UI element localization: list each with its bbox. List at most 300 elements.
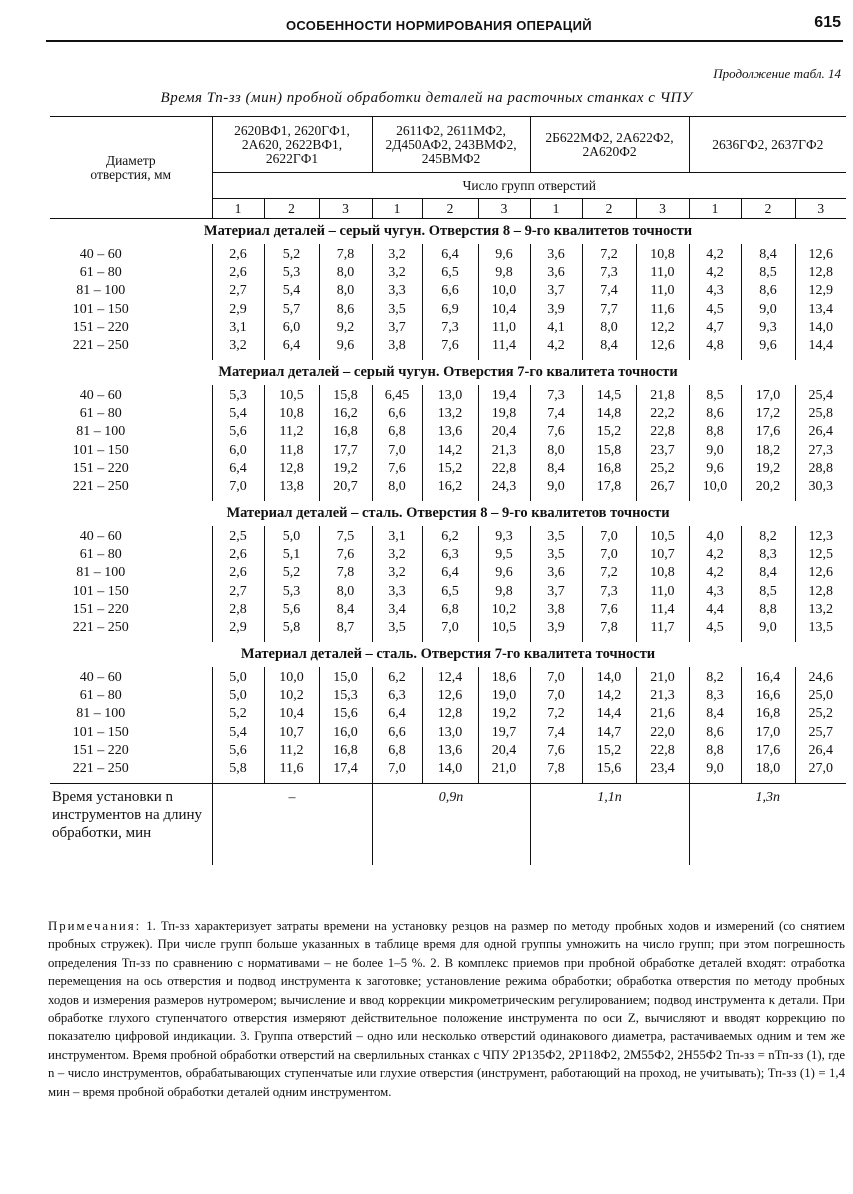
value-column [264, 526, 319, 642]
value-cell: 21,0 [491, 761, 517, 777]
value-cell: 21,6 [650, 706, 675, 722]
group-number: 3 [319, 199, 372, 219]
value-cell: 6,8 [441, 601, 459, 617]
value-column [795, 244, 846, 360]
value-cell: 26,7 [650, 479, 675, 495]
value-cell: 21,3 [650, 688, 675, 704]
value-cell: 14,4 [808, 338, 834, 354]
diameter-value: 61 – 80 [79, 688, 122, 704]
value-cell: 10,2 [491, 601, 517, 617]
value-cell: 6,4 [441, 247, 459, 262]
diameter-value: 221 – 250 [72, 620, 129, 636]
diameter-value: 101 – 150 [72, 301, 129, 317]
value-cell: 8,0 [336, 283, 355, 299]
value-cell: 9,8 [495, 583, 513, 599]
value-cell: 3,7 [547, 283, 565, 299]
value-cell: 9,8 [495, 265, 513, 281]
value-cell: 2,7 [229, 583, 247, 599]
value-cell: 17,2 [755, 406, 781, 422]
value-column [264, 385, 319, 501]
value-cell: 15,2 [596, 742, 622, 758]
value-cell: 15,2 [437, 460, 463, 476]
value-cell: 8,0 [388, 479, 406, 495]
value-cell: 11,2 [279, 742, 304, 758]
page-header [46, 14, 843, 42]
value-cell: 3,8 [547, 601, 565, 617]
value-cell: 14,0 [437, 761, 463, 777]
value-column [212, 526, 264, 642]
value-cell: 13,0 [437, 724, 463, 740]
value-cell: 12,6 [437, 688, 463, 704]
value-column [264, 667, 319, 783]
value-column [795, 667, 846, 783]
diameter-value: 61 – 80 [79, 547, 122, 563]
value-cell: 17,6 [755, 424, 781, 440]
value-cell: 5,4 [282, 283, 301, 299]
value-cell: 19,7 [491, 724, 517, 740]
diameter-value: 151 – 220 [72, 601, 129, 617]
value-column [372, 667, 422, 783]
value-cell: 11,2 [279, 424, 304, 440]
value-cell: 7,8 [336, 565, 355, 581]
diameter-value: 151 – 220 [72, 460, 129, 476]
value-cell: 12,4 [437, 670, 463, 685]
value-cell: 10,7 [650, 547, 675, 563]
value-cell: 5,2 [282, 247, 301, 262]
value-cell: 9,6 [336, 338, 355, 354]
value-cell: 9,3 [759, 319, 777, 335]
value-cell: 14,2 [596, 688, 622, 704]
machine-group-2: 2611Ф2, 2611МФ2, 2Д450АФ2, 243ВМФ2, 245ВМФ2 [372, 117, 530, 173]
value-cell: 19,2 [491, 706, 517, 722]
value-cell: 16,4 [755, 670, 781, 685]
value-cell: 26,4 [808, 742, 834, 758]
value-cell: 10,4 [491, 301, 517, 317]
value-cell: 8,0 [336, 583, 355, 599]
value-cell: 3,6 [547, 265, 565, 281]
value-cell: 21,0 [650, 670, 675, 685]
value-cell: 4,3 [706, 583, 724, 599]
value-cell: 25,2 [650, 460, 675, 476]
value-column [795, 385, 846, 501]
value-column [478, 244, 530, 360]
value-cell: 19,0 [491, 688, 517, 704]
value-cell: 11,0 [650, 283, 675, 299]
value-column [530, 526, 582, 642]
value-cell: 6,6 [388, 724, 406, 740]
value-cell: 9,6 [706, 460, 724, 476]
value-cell: 14,0 [596, 670, 622, 685]
value-cell: 27,0 [808, 761, 834, 777]
value-column [372, 385, 422, 501]
value-cell: 3,1 [229, 319, 247, 335]
group-number: 2 [422, 199, 478, 219]
value-cell: 15,3 [333, 688, 358, 704]
value-cell: 6,2 [388, 670, 406, 685]
value-column [582, 244, 636, 360]
value-column [478, 667, 530, 783]
value-cell: 7,0 [600, 529, 618, 544]
value-cell: 24,6 [808, 670, 834, 685]
value-cell: 16,8 [333, 742, 358, 758]
value-cell: 3,9 [547, 620, 565, 636]
value-cell: 3,8 [388, 338, 406, 354]
value-cell: 14,8 [596, 406, 622, 422]
setup-time-value: 1,3n [689, 783, 846, 865]
value-cell: 7,2 [600, 565, 618, 581]
diameter-list [50, 244, 212, 360]
value-cell: 11,4 [650, 601, 675, 617]
value-cell: 11,0 [650, 583, 675, 599]
machine-group-1: 2620ВФ1, 2620ГФ1, 2А620, 2622ВФ1, 2622ГФ1 [212, 117, 372, 173]
value-column [372, 526, 422, 642]
value-column [582, 526, 636, 642]
diameter-value: 151 – 220 [72, 742, 129, 758]
value-cell: 7,7 [600, 301, 618, 317]
value-cell: 7,2 [600, 247, 618, 262]
value-cell: 7,3 [547, 388, 565, 403]
value-cell: 7,6 [388, 460, 406, 476]
value-cell: 9,0 [706, 442, 724, 458]
value-cell: 13,4 [808, 301, 834, 317]
value-cell: 8,5 [759, 265, 777, 281]
value-cell: 5,3 [282, 265, 301, 281]
value-cell: 15,8 [596, 442, 622, 458]
value-column [741, 667, 795, 783]
value-cell: 10,8 [650, 565, 675, 581]
value-cell: 10,0 [279, 670, 304, 685]
value-cell: 12,8 [437, 706, 463, 722]
value-cell: 11,8 [279, 442, 304, 458]
value-cell: 7,0 [388, 442, 406, 458]
value-cell: 4,8 [706, 338, 724, 354]
value-column [530, 244, 582, 360]
value-cell: 8,5 [759, 583, 777, 599]
value-cell: 7,3 [600, 583, 618, 599]
value-cell: 7,0 [547, 670, 565, 685]
value-cell: 26,4 [808, 424, 834, 440]
value-cell: 8,3 [759, 547, 777, 563]
value-cell: 18,6 [491, 670, 517, 685]
value-cell: 22,2 [650, 406, 675, 422]
value-cell: 28,8 [808, 460, 834, 476]
value-cell: 6,4 [229, 460, 247, 476]
value-cell: 12,8 [808, 583, 834, 599]
value-cell: 9,5 [495, 547, 513, 563]
value-column [741, 244, 795, 360]
value-column [212, 667, 264, 783]
value-cell: 16,8 [333, 424, 358, 440]
value-cell: 3,9 [547, 301, 565, 317]
value-cell: 10,7 [279, 724, 304, 740]
value-column [636, 244, 689, 360]
value-column [689, 667, 741, 783]
value-cell: 6,3 [441, 547, 459, 563]
value-cell: 6,4 [441, 565, 459, 581]
value-cell: 16,2 [437, 479, 463, 495]
value-cell: 12,9 [808, 283, 834, 299]
diameter-value: 221 – 250 [72, 761, 129, 777]
value-cell: 30,3 [808, 479, 834, 495]
value-cell: 9,0 [759, 620, 777, 636]
value-cell: 8,8 [706, 424, 724, 440]
group-number: 3 [636, 199, 689, 219]
value-cell: 8,4 [759, 247, 777, 262]
value-cell: 6,5 [441, 265, 459, 281]
value-cell: 3,5 [388, 620, 406, 636]
group-number: 1 [689, 199, 741, 219]
value-cell: 5,2 [229, 706, 247, 722]
value-cell: 10,5 [279, 388, 304, 403]
diameter-value: 101 – 150 [72, 442, 129, 458]
diameter-value: 101 – 150 [72, 724, 129, 740]
value-column [636, 526, 689, 642]
value-cell: 6,8 [388, 424, 406, 440]
value-cell: 22,8 [650, 424, 675, 440]
value-cell: 5,0 [229, 670, 247, 685]
value-cell: 8,6 [759, 283, 777, 299]
value-cell: 7,6 [336, 547, 355, 563]
setup-time-value: – [212, 783, 372, 865]
value-column [582, 385, 636, 501]
notes [48, 917, 845, 1101]
diameter-value: 61 – 80 [79, 265, 122, 281]
value-cell: 5,6 [282, 601, 301, 617]
value-cell: 27,3 [808, 442, 834, 458]
value-cell: 8,4 [600, 338, 618, 354]
value-cell: 7,6 [600, 601, 618, 617]
value-cell: 15,0 [333, 670, 358, 685]
groups-header: Число групп отверстий [212, 173, 846, 199]
value-cell: 25,7 [808, 724, 834, 740]
value-cell: 5,3 [282, 583, 301, 599]
value-cell: 4,2 [706, 565, 724, 581]
diameter-value: 40 – 60 [79, 529, 122, 544]
value-cell: 10,5 [491, 620, 517, 636]
value-cell: 3,3 [388, 283, 406, 299]
value-column [636, 667, 689, 783]
value-cell: 3,2 [388, 247, 406, 262]
value-cell: 7,8 [336, 247, 355, 262]
value-cell: 7,4 [547, 724, 565, 740]
group-number: 2 [264, 199, 319, 219]
value-cell: 8,8 [706, 742, 724, 758]
value-cell: 11,0 [650, 265, 675, 281]
value-column [212, 244, 264, 360]
value-cell: 6,45 [384, 388, 410, 403]
value-cell: 7,8 [547, 761, 565, 777]
setup-time-value: 0,9n [372, 783, 530, 865]
group-number: 2 [582, 199, 636, 219]
value-cell: 6,0 [229, 442, 247, 458]
value-cell: 5,4 [229, 724, 247, 740]
value-cell: 4,2 [706, 547, 724, 563]
diameter-list [50, 526, 212, 642]
value-cell: 3,6 [547, 565, 565, 581]
value-column [478, 385, 530, 501]
value-cell: 12,2 [650, 319, 675, 335]
value-column [319, 667, 372, 783]
value-cell: 17,0 [755, 724, 781, 740]
value-cell: 4,7 [706, 319, 724, 335]
value-column [422, 244, 478, 360]
diameter-list [50, 667, 212, 783]
value-cell: 7,0 [441, 620, 459, 636]
value-cell: 10,4 [279, 706, 304, 722]
value-cell: 4,0 [706, 529, 724, 544]
value-cell: 5,0 [229, 688, 247, 704]
value-cell: 12,8 [808, 265, 834, 281]
value-cell: 19,4 [491, 388, 517, 403]
value-cell: 7,3 [441, 319, 459, 335]
value-cell: 8,6 [706, 406, 724, 422]
group-number: 3 [478, 199, 530, 219]
value-cell: 13,2 [437, 406, 463, 422]
value-cell: 8,3 [706, 688, 724, 704]
value-cell: 4,2 [547, 338, 565, 354]
value-cell: 17,6 [755, 742, 781, 758]
value-cell: 5,2 [282, 565, 301, 581]
value-cell: 2,6 [229, 565, 247, 581]
value-cell: 14,5 [596, 388, 622, 403]
value-cell: 7,4 [600, 283, 618, 299]
value-cell: 3,5 [388, 301, 406, 317]
value-cell: 3,4 [388, 601, 406, 617]
value-cell: 15,2 [596, 424, 622, 440]
value-cell: 7,6 [441, 338, 459, 354]
table-continuation: Продолжение табл. 14 [713, 66, 841, 81]
machine-group-3: 2Б622МФ2, 2А622Ф2, 2А620Ф2 [530, 117, 689, 173]
value-cell: 10,0 [702, 479, 728, 495]
value-column [422, 385, 478, 501]
value-cell: 8,4 [759, 565, 777, 581]
value-cell: 12,8 [279, 460, 304, 476]
value-cell: 6,8 [388, 742, 406, 758]
diameter-value: 81 – 100 [76, 424, 126, 440]
value-cell: 4,1 [547, 319, 565, 335]
value-column [530, 385, 582, 501]
value-cell: 2,7 [229, 283, 247, 299]
value-cell: 15,6 [333, 706, 358, 722]
value-cell: 8,5 [706, 388, 724, 403]
group-number: 1 [212, 199, 264, 219]
value-cell: 3,7 [388, 319, 406, 335]
diameter-value: 81 – 100 [76, 565, 126, 581]
value-column [741, 385, 795, 501]
value-column [689, 526, 741, 642]
value-cell: 13,5 [808, 620, 834, 636]
value-column [478, 526, 530, 642]
value-cell: 23,4 [650, 761, 675, 777]
value-cell: 9,0 [547, 479, 565, 495]
value-cell: 19,2 [755, 460, 781, 476]
value-cell: 12,6 [808, 247, 834, 262]
value-cell: 19,8 [491, 406, 517, 422]
diameter-value: 221 – 250 [72, 479, 129, 495]
diameter-value: 40 – 60 [79, 247, 122, 262]
value-cell: 7,6 [547, 742, 565, 758]
diameter-value: 81 – 100 [76, 706, 126, 722]
value-cell: 21,3 [491, 442, 517, 458]
group-number: 1 [530, 199, 582, 219]
value-cell: 6,9 [441, 301, 459, 317]
value-cell: 7,0 [229, 479, 247, 495]
value-column [319, 526, 372, 642]
value-column [689, 385, 741, 501]
value-cell: 10,5 [650, 529, 675, 544]
value-cell: 14,2 [437, 442, 463, 458]
value-cell: 13,6 [437, 424, 463, 440]
value-cell: 3,2 [388, 547, 406, 563]
value-cell: 10,8 [650, 247, 675, 262]
value-cell: 5,6 [229, 742, 247, 758]
value-column [264, 244, 319, 360]
value-cell: 13,6 [437, 742, 463, 758]
table-caption: Время Тп-зз (мин) пробной обработки деталей на расточных станках с ЧПУ [160, 90, 693, 106]
value-cell: 14,4 [596, 706, 622, 722]
value-cell: 17,0 [755, 388, 781, 403]
value-cell: 5,3 [229, 388, 247, 403]
value-cell: 5,0 [282, 529, 301, 544]
value-cell: 4,2 [706, 265, 724, 281]
value-cell: 12,6 [808, 565, 834, 581]
value-cell: 23,7 [650, 442, 675, 458]
value-cell: 3,2 [229, 338, 247, 354]
value-cell: 7,8 [600, 620, 618, 636]
value-cell: 6,6 [441, 283, 459, 299]
value-cell: 21,8 [650, 388, 675, 403]
value-cell: 3,5 [547, 547, 565, 563]
value-column [319, 385, 372, 501]
value-cell: 5,1 [282, 547, 301, 563]
value-cell: 7,0 [388, 761, 406, 777]
section-title: Материал деталей – сталь. Отверстия 8 – 9-го квалитетов точности [226, 505, 670, 521]
value-cell: 24,3 [491, 479, 517, 495]
value-cell: 11,0 [492, 319, 517, 335]
diameter-value: 101 – 150 [72, 583, 129, 599]
value-cell: 2,6 [229, 547, 247, 563]
value-cell: 4,5 [706, 620, 724, 636]
value-cell: 8,4 [706, 706, 724, 722]
section-title: Материал деталей – сталь. Отверстия 7-го квалитета точности [240, 646, 656, 662]
value-cell: 3,7 [547, 583, 565, 599]
value-cell: 17,4 [333, 761, 358, 777]
value-cell: 4,3 [706, 283, 724, 299]
value-cell: 15,8 [333, 388, 358, 403]
value-cell: 18,0 [755, 761, 781, 777]
value-cell: 2,5 [229, 529, 247, 544]
running-title: ОСОБЕННОСТИ НОРМИРОВАНИЯ ОПЕРАЦИЙ [286, 18, 592, 33]
value-cell: 2,9 [229, 620, 247, 636]
value-cell: 5,8 [229, 761, 247, 777]
section-title: Материал деталей – серый чугун. Отверстия 7-го квалитета точности [218, 364, 678, 380]
value-cell: 19,2 [333, 460, 358, 476]
value-cell: 9,2 [336, 319, 355, 335]
value-cell: 13,0 [437, 388, 463, 403]
value-cell: 11,6 [650, 301, 675, 317]
value-cell: 6,4 [282, 338, 301, 354]
diameter-value: 81 – 100 [76, 283, 126, 299]
value-cell: 17,8 [596, 479, 622, 495]
value-cell: 2,6 [229, 247, 247, 262]
value-cell: 6,5 [441, 583, 459, 599]
value-column [795, 526, 846, 642]
value-cell: 11,4 [492, 338, 517, 354]
value-cell: 15,6 [596, 761, 622, 777]
value-cell: 6,6 [388, 406, 406, 422]
value-cell: 7,2 [547, 706, 565, 722]
value-cell: 10,0 [491, 283, 517, 299]
